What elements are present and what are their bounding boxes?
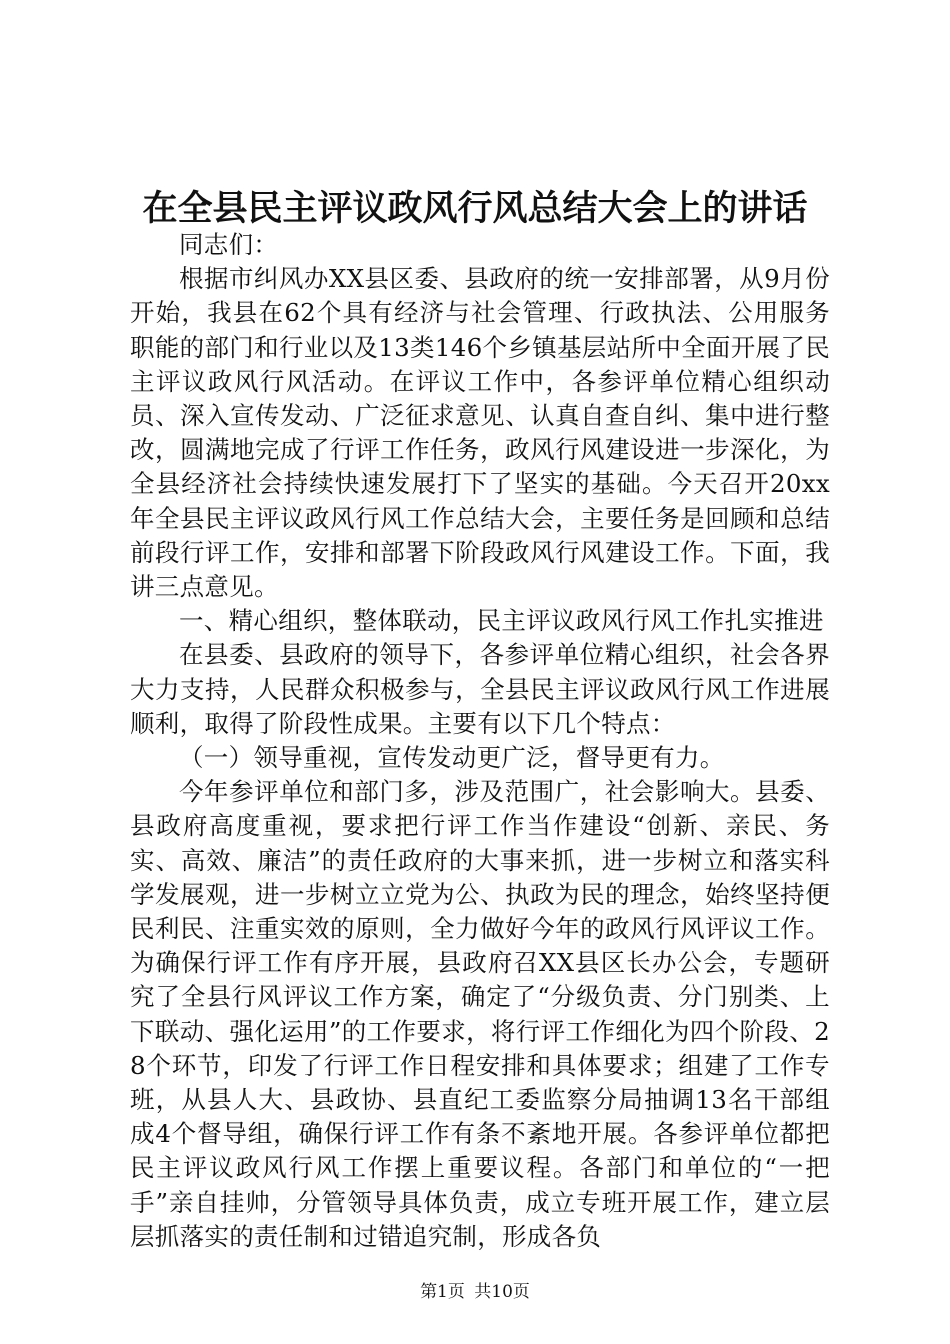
document-title: 在全县民主评议政风行风总结大会上的讲话: [142, 188, 808, 229]
salutation: 同志们：: [179, 230, 279, 259]
page-footer: [0, 1280, 950, 1304]
paragraph-section-1: 在县委、县政府的领导下，各参评单位精心组织，社会各界大力支持，人民群众积极参与，全县民主评议政风行风工作进展顺利，取得了阶段性成果。主要有以下几个特点：: [130, 640, 830, 738]
paragraph-intro: 根据市纠风办XX县区委、县政府的统一安排部署，从9月份开始，我县在62个具有经济与社会管理、行政执法、公用服务职能的部门和行业以及13类146个乡镇基层站所中全面开展了民主评议政风行风活动。在评议工作中，各参评单位精心组织动员、深入宣传发动、广泛征求意见、认真自查自纠、集中进行整改，圆满地完成了行评工作任务，政风行风建设进一步深化，为全县经济社会持续快速发展打下了坚实的基础。今天召开20xx年全县民主评议政风行风工作总结大会，主要任务是回顾和总结前段行评工作，安排和部署下阶段政风行风建设工作。下面，我讲三点意见。: [130, 264, 830, 602]
section-heading-1: 一、精心组织，整体联动，民主评议政风行风工作扎实推进: [179, 606, 824, 636]
subsection-heading-1: （一）领导重视，宣传发动更广泛，督导更有力。: [179, 743, 725, 773]
page-total: 共10页: [474, 1282, 530, 1302]
paragraph-subsection-1: 今年参评单位和部门多，涉及范围广，社会影响大。县委、县政府高度重视，要求把行评工作当作建设“创新、亲民、务实、高效、廉洁”的责任政府的大事来抓，进一步树立和落实科学发展观，进一步树立立党为公、执政为民的理念，始终坚持便民利民、注重实效的原则，全力做好今年的政风行风评议工作。为确保行评工作有序开展，县政府召XX县区长办公会，专题研究了全县行风评议工作方案，确定了“分级负责、分门别类、上下联动、强化运用”的工作要求，将行评工作细化为四个阶段、28个环节，印发了行评工作日程安排和具体要求；组建了工作专班，从县人大、县政协、县直纪工委监察分局抽调13名干部组成4个督导组，确保行评工作有条不紊地开展。各参评单位都把民主评议政风行风工作摆上重要议程。各部门和单位的“一把手”亲自挂帅，分管领导具体负责，成立专班开展工作，建立层层抓落实的责任制和过错追究制，形成各负: [130, 777, 831, 1251]
page-number: 第1页: [420, 1282, 465, 1302]
document-body: [130, 228, 830, 1254]
